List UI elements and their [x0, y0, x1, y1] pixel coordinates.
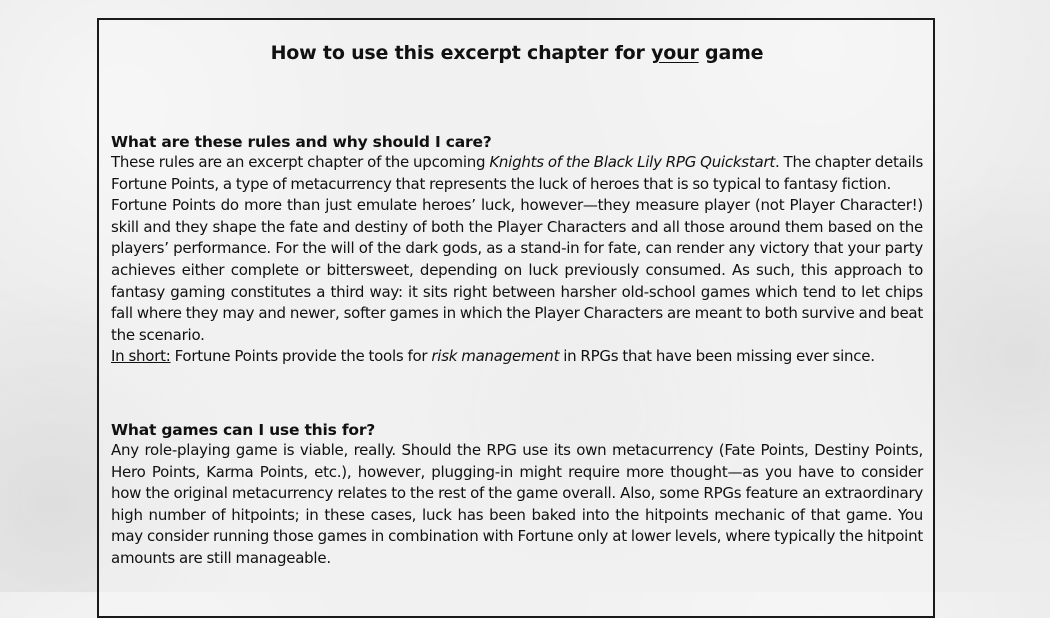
page-title	[111, 40, 923, 66]
title-text-after: game	[698, 42, 764, 64]
paragraph-text: in RPGs that have been missing ever since.	[559, 347, 875, 366]
title-text-before: How to use this excerpt chapter for	[270, 42, 652, 64]
paragraph-excerpt-intro	[111, 152, 923, 195]
in-short-label: In short:	[111, 347, 171, 366]
section-heading-rules: What are these rules and why should I care?	[111, 133, 492, 151]
document-page	[97, 18, 935, 618]
section-heading-games: What games can I use this for?	[111, 420, 376, 439]
title-emphasis: your	[651, 42, 699, 64]
paragraph-games-viable: Any role-playing game is viable, really. Should the RPG use its own metacurrency (Fate Points, Destiny Points, Hero Points, Karma Points, etc.), however, plugging-in might require more thought—as you have to consider how the original metacurrency relates to the rest of the game overall. Also, some RPGs feature an extraordinary high number of hitpoints; in these cases, luck has been baked into the hitpoints mechanic of that game. You may consider running those games in combination with Fortune only at lower levels, where typically the hitpoint amounts are still manageable.	[111, 440, 923, 567]
paragraph-text: . The chapter details Fortune Points, a type of metacurrency that represents the luck of heroes that is so typical to fantasy fiction.	[111, 153, 924, 193]
paragraph-in-short	[111, 346, 923, 368]
paragraph-text: Fortune Points provide the tools for	[170, 347, 432, 366]
book-title-italic: Knights of the Black Lily RPG Quickstart	[489, 153, 775, 171]
paragraph-text: These rules are an excerpt chapter of the upcoming	[111, 153, 490, 171]
paragraph-fortune-points: Fortune Points do more than just emulate heroes’ luck, however—they measure player (not Player Character!) skill and they shape the fate and destiny of both the Player Characters and all those around them based on the players’ performance. For the will of the dark gods, as a stand-in for fate, can render any victory that your party achieves either complete or bittersweet, depending on luck previously consumed. As such, this approach to fantasy gaming constitutes a third way: it sits right between harsher old-school games which tend to let chips fall where they may and newer, softer games in which the Player Characters are meant to both survive and beat the scenario.	[111, 196, 923, 344]
risk-management-italic: risk management	[431, 347, 560, 366]
